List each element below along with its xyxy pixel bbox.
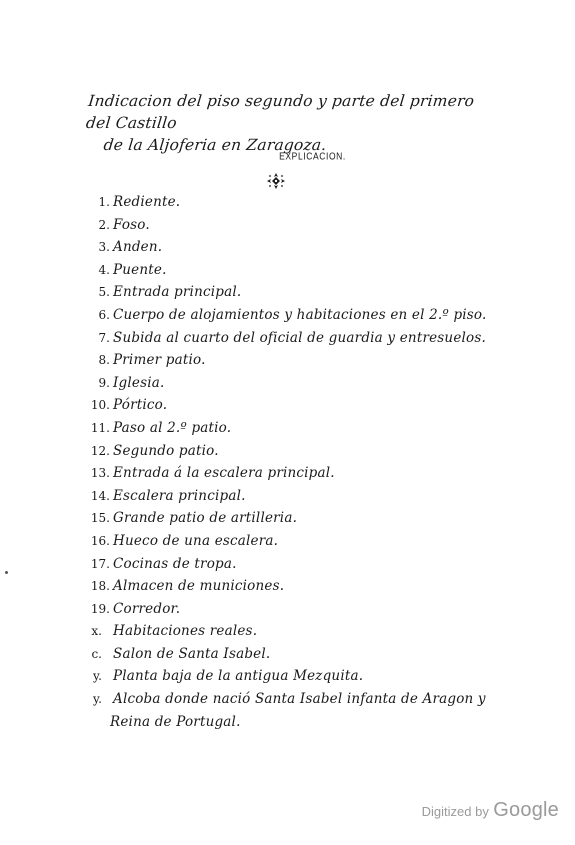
item-text: Entrada principal.: [113, 284, 242, 301]
item-number: y.: [93, 692, 102, 707]
item-number: 6.: [98, 307, 110, 322]
list-item: [0, 620, 575, 643]
item-text: Reina de Portugal.: [110, 713, 241, 730]
list-item: [0, 643, 575, 666]
item-number: 10.: [90, 398, 110, 413]
fleuron-icon: [265, 172, 287, 190]
item-text: Hueco de una escalera.: [113, 532, 279, 549]
item-number: 5.: [98, 285, 110, 300]
item-text: Segundo patio.: [113, 442, 219, 459]
item-text: Corredor.: [113, 600, 181, 617]
list-item: [0, 372, 575, 395]
title-line-1: Indicacion del piso segundo y parte del primero del Castillo: [85, 92, 476, 132]
list-item: [0, 665, 575, 688]
list-item: [0, 281, 575, 304]
list-item: [0, 417, 575, 440]
item-number: c.: [91, 646, 102, 661]
item-number: 3.: [98, 240, 110, 255]
item-number: 9.: [98, 375, 110, 390]
item-text: Cuerpo de alojamientos y habitaciones en el 2.º piso.: [113, 306, 487, 323]
item-text: Salon de Santa Isabel.: [113, 645, 271, 662]
item-number: 8.: [98, 353, 110, 368]
item-text: Anden.: [113, 239, 163, 256]
item-number: y.: [93, 669, 102, 684]
list-item: [0, 553, 575, 576]
list-item: [0, 349, 575, 372]
item-number: 19.: [90, 601, 110, 616]
list-item: [0, 507, 575, 530]
item-text: Escalera principal.: [113, 487, 246, 504]
item-text: Foso.: [113, 216, 150, 233]
item-text: Planta baja de la antigua Mezquita.: [113, 668, 364, 685]
item-text: Habitaciones reales.: [113, 623, 258, 640]
item-text: Iglesia.: [113, 374, 165, 391]
explanation-list: [0, 191, 575, 733]
item-number: 2.: [98, 217, 110, 232]
item-number: 11.: [90, 420, 110, 435]
page-title: [83, 90, 490, 156]
item-number: 16.: [90, 533, 110, 548]
item-text: Paso al 2.º patio.: [113, 419, 232, 436]
item-number: 13.: [90, 466, 110, 481]
list-item: [0, 530, 575, 553]
list-item: [0, 191, 575, 214]
title-line-2: de la Aljoferia en Zaragoza.: [102, 136, 328, 154]
list-item: [0, 236, 575, 259]
item-text: Grande patio de artilleria.: [113, 510, 298, 527]
watermark-brand: Google: [493, 799, 559, 821]
item-number: 18.: [90, 579, 110, 594]
item-text: Pórtico.: [113, 397, 168, 414]
item-text: Almacen de municiones.: [113, 578, 285, 595]
list-item: [0, 304, 575, 327]
item-number: x.: [91, 624, 102, 639]
item-text: Cocinas de tropa.: [113, 555, 237, 572]
list-item: [0, 214, 575, 237]
section-heading: EXPLICACION.: [279, 150, 346, 162]
list-item: [0, 440, 575, 463]
item-number: 15.: [90, 511, 110, 526]
list-item: [0, 485, 575, 508]
item-text: Primer patio.: [113, 352, 206, 369]
list-item-continuation: [0, 711, 575, 734]
item-text: Alcoba donde nació Santa Isabel infanta de Aragon y: [113, 691, 486, 708]
item-number: 17.: [90, 556, 110, 571]
digitization-watermark: [422, 799, 559, 822]
item-text: Entrada á la escalera principal.: [113, 465, 335, 482]
list-item: [0, 575, 575, 598]
item-number: 14.: [90, 488, 110, 503]
item-text: Puente.: [113, 261, 167, 278]
watermark-prefix: Digitized by: [421, 804, 489, 819]
item-number: 7.: [98, 330, 110, 345]
list-item: [0, 394, 575, 417]
item-number: 1.: [98, 195, 110, 209]
item-number: 4.: [98, 262, 110, 277]
list-item: [0, 598, 575, 621]
list-item: [0, 462, 575, 485]
item-number: 12.: [90, 443, 110, 458]
list-item: [0, 327, 575, 350]
list-item: [0, 688, 575, 711]
ink-speck: [5, 571, 8, 574]
item-text: Subida al cuarto del oficial de guardia y entresuelos.: [113, 329, 486, 346]
item-text: Rediente.: [113, 194, 181, 210]
list-item: [0, 259, 575, 282]
